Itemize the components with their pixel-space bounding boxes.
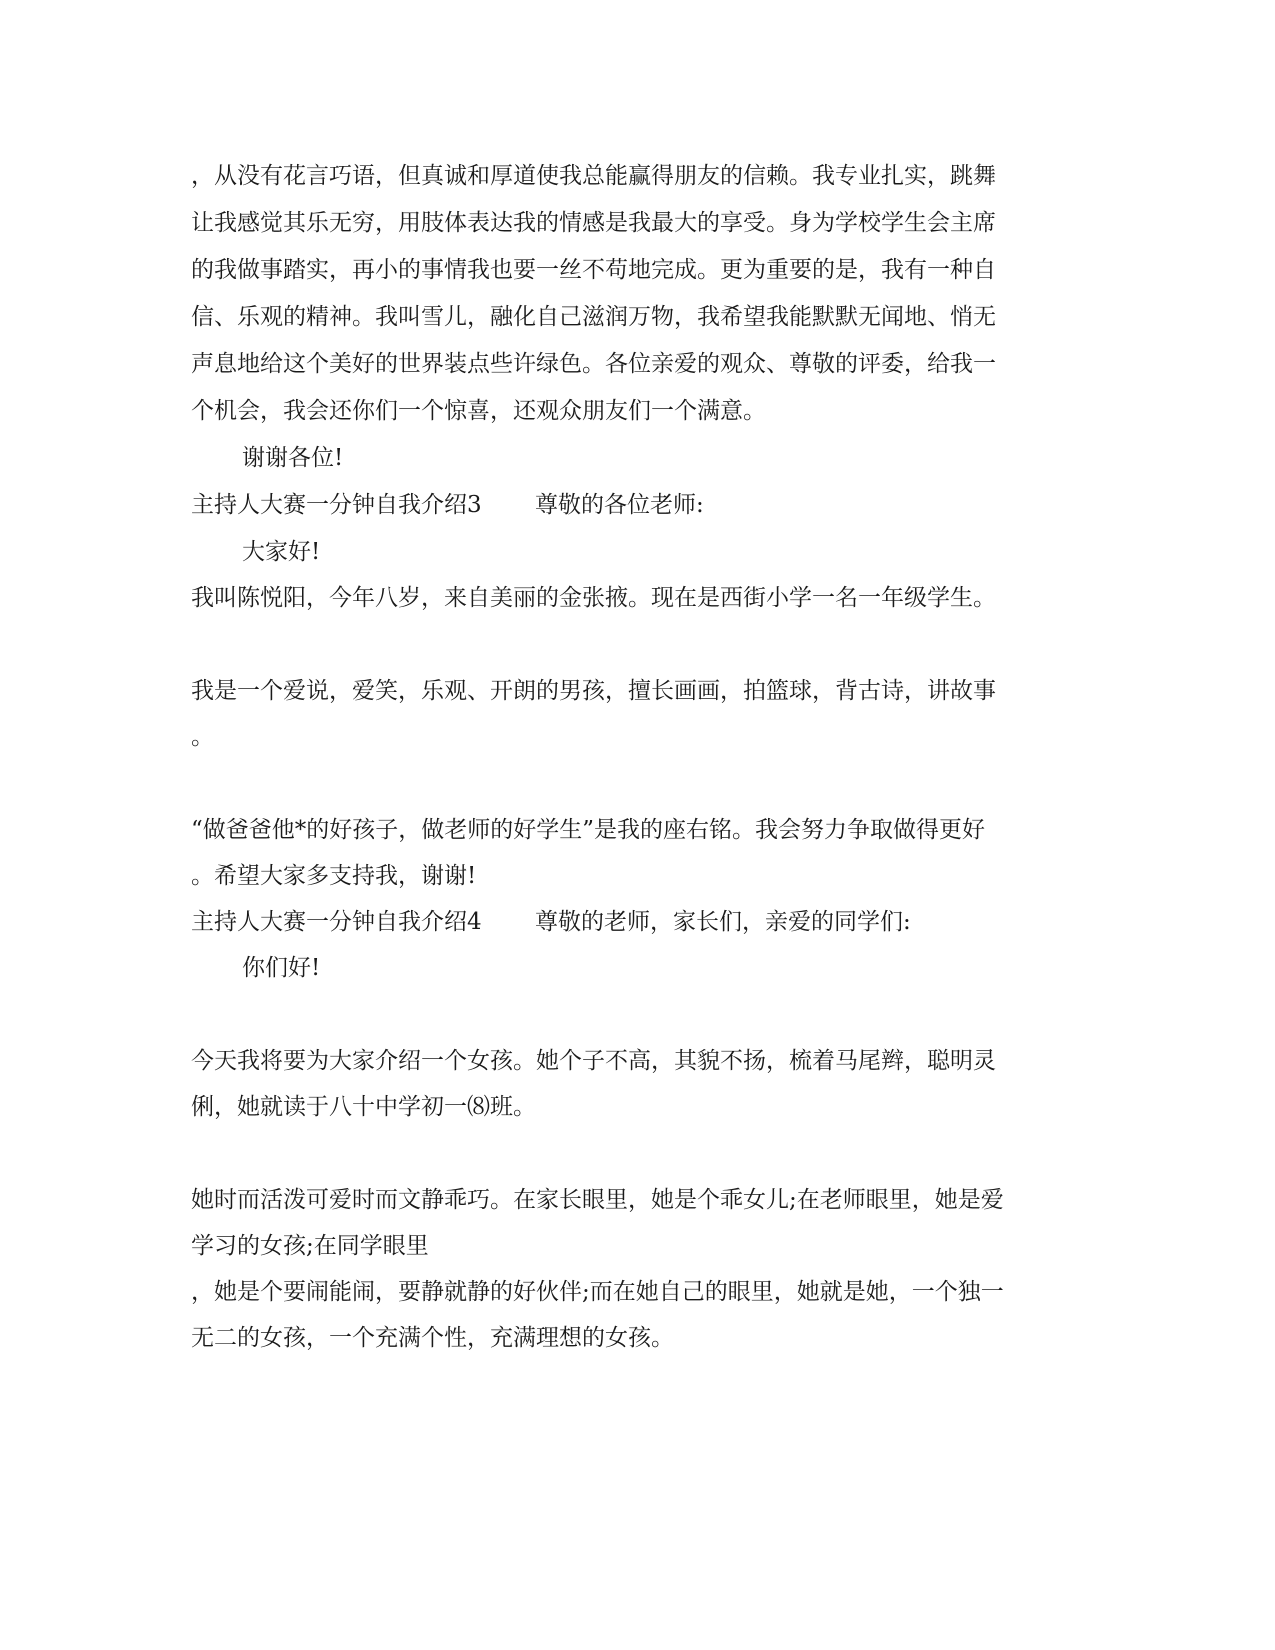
- text-line: 无二的女孩，一个充满个性，充满理想的女孩。: [191, 1325, 674, 1351]
- text-line: 声息地给这个美好的世界装点些许绿色。各位亲爱的观众、尊敬的评委，给我一: [191, 351, 996, 377]
- text-line: 今天我将要为大家介绍一个女孩。她个子不高，其貌不扬，梳着马尾辫，聪明灵: [191, 1048, 996, 1074]
- text-line: 。: [191, 724, 214, 750]
- text-line: 大家好!: [242, 539, 321, 565]
- text-line: ，她是个要闹能闹，要静就静的好伙伴;而在她自己的眼里，她就是她，一个独一: [191, 1279, 1004, 1305]
- text-line: 信、乐观的精神。我叫雪儿，融化自己滋润万物，我希望我能默默无闻地、悄无: [191, 304, 996, 330]
- text-line: 她时而活泼可爱时而文静乖巧。在家长眼里，她是个乖女儿;在老师眼里，她是爱: [191, 1187, 1004, 1213]
- text-line: ，从没有花言巧语，但真诚和厚道使我总能赢得朋友的信赖。我专业扎实，跳舞: [191, 163, 996, 189]
- text-line: “做爸爸他*的好孩子，做老师的好学生”是我的座右铭。我会努力争取做得更好: [191, 817, 986, 843]
- text-line: 你们好!: [242, 955, 321, 981]
- text-line: 。希望大家多支持我，谢谢!: [191, 863, 477, 889]
- text-line: 的我做事踏实，再小的事情我也要一丝不苟地完成。更为重要的是，我有一种自: [191, 257, 996, 283]
- text-line: 我叫陈悦阳，今年八岁，来自美丽的金张掖。现在是西街小学一名一年级学生。: [191, 585, 996, 611]
- text-line: 个机会，我会还你们一个惊喜，还观众朋友们一个满意。: [191, 398, 766, 424]
- text-line: 俐，她就读于八十中学初一⑻班。: [191, 1094, 536, 1120]
- text-line: 我是一个爱说，爱笑，乐观、开朗的男孩，擅长画画，拍篮球，背古诗，讲故事: [191, 678, 996, 704]
- text-line: 让我感觉其乐无穷，用肢体表达我的情感是我最大的享受。身为学校学生会主席: [191, 210, 996, 236]
- text-line: 学习的女孩;在同学眼里: [191, 1233, 429, 1259]
- text-line: 谢谢各位!: [242, 445, 344, 471]
- section-heading: 主持人大赛一分钟自我介绍3 尊敬的各位老师:: [191, 492, 704, 518]
- section-heading: 主持人大赛一分钟自我介绍4 尊敬的老师，家长们，亲爱的同学们:: [191, 909, 911, 935]
